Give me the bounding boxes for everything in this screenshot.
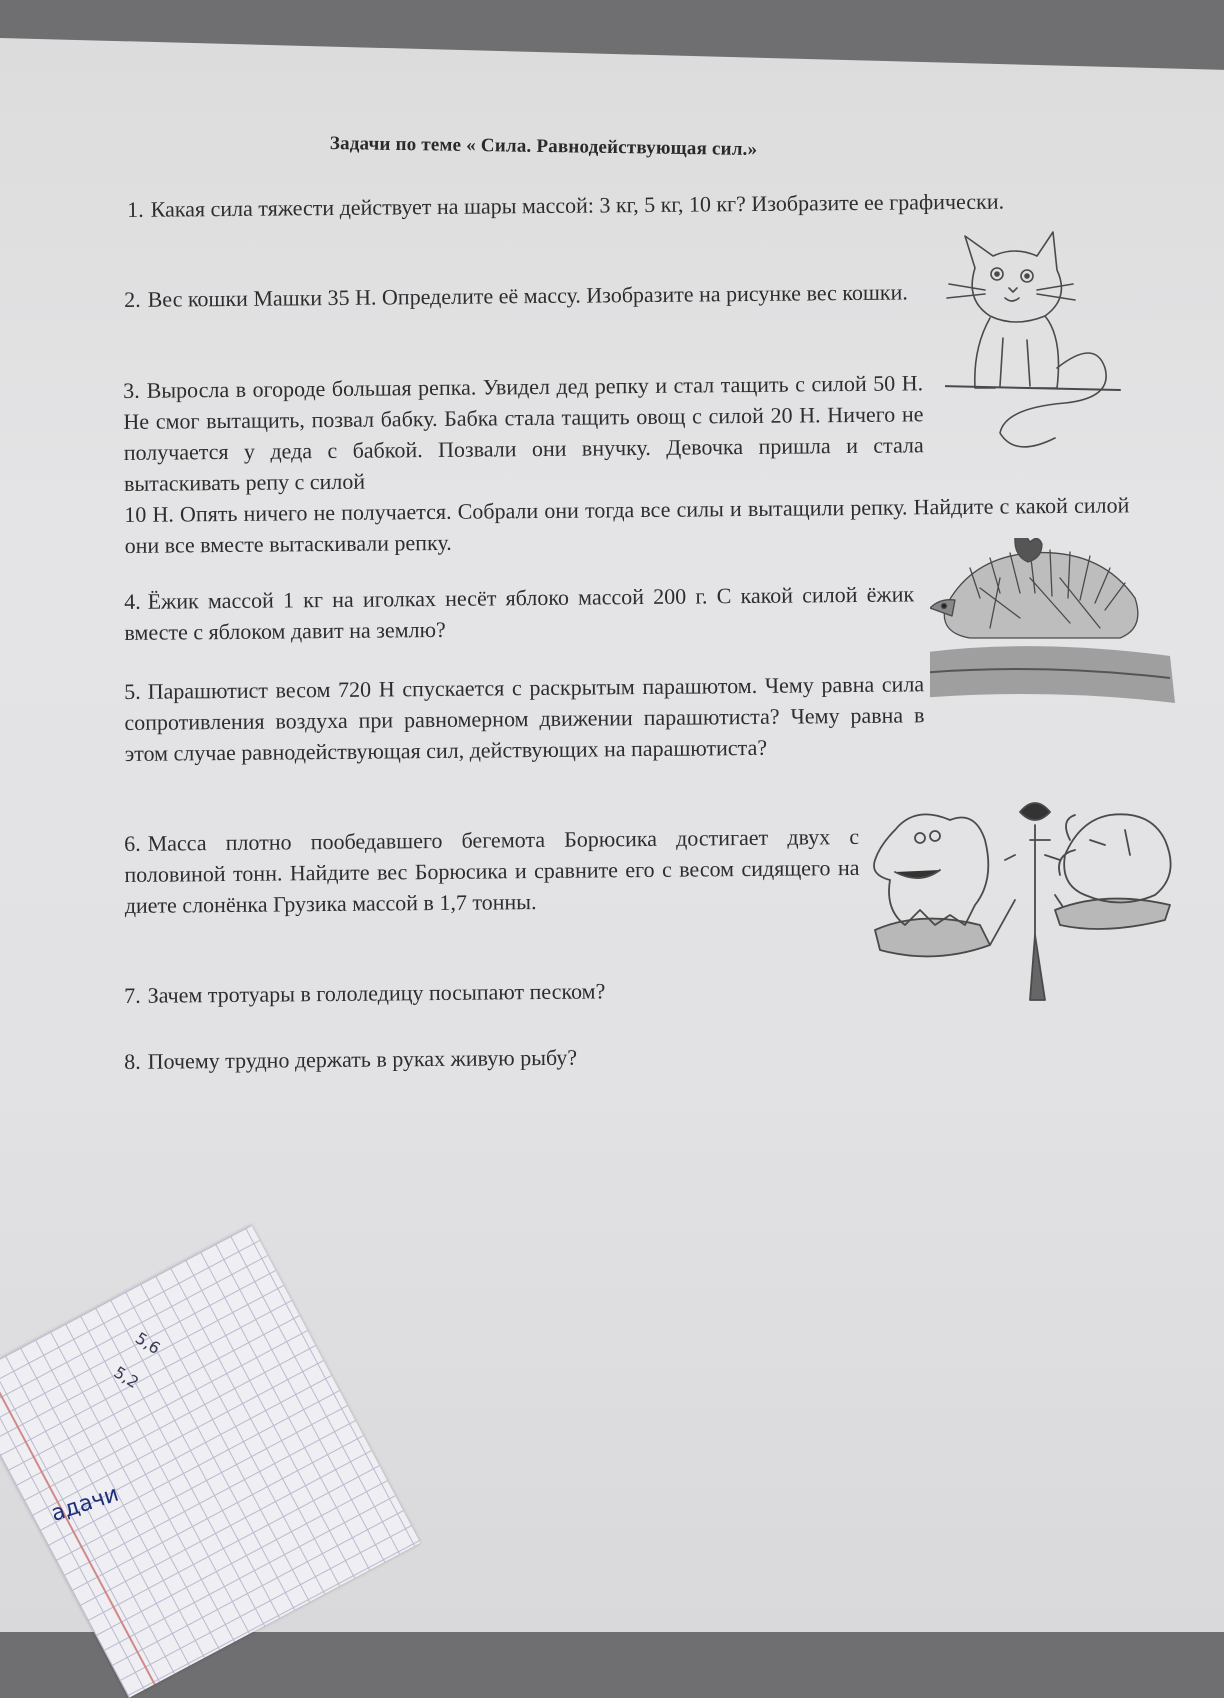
- task-number: 2.: [124, 286, 141, 312]
- task-7: [124, 973, 824, 1011]
- task-number: 8.: [124, 1048, 141, 1074]
- task-number: 6.: [124, 830, 141, 856]
- task-text: Ёжик массой 1 кг на иголках несёт яблоко массой 200 г. С какой силой ёжик вместе с яблоком давит на землю?: [124, 581, 915, 645]
- task-text-tail: 10 Н. Опять ничего не получается. Собрали они тогда все силы и вытащили репку. Найдите с какой силой они все вместе вытаскивали репку.: [124, 492, 1130, 558]
- task-number: 5.: [124, 678, 141, 704]
- document-title: Задачи по теме « Сила. Равнодействующая сил.»: [329, 133, 758, 160]
- task-number: 4.: [124, 588, 141, 614]
- task-4: [124, 578, 915, 648]
- task-number: 1.: [127, 196, 144, 222]
- task-text: Какая сила тяжести действует на шары массой: 3 кг, 5 кг, 10 кг? Изобразите ее графически.: [150, 188, 1005, 222]
- notebook-number: 5,6: [132, 1328, 164, 1359]
- task-8: [124, 1039, 824, 1077]
- task-6: [124, 821, 860, 921]
- notebook-handwriting: адачи: [48, 1481, 122, 1527]
- task-2: [124, 276, 912, 315]
- task-text: Выросла в огороде большая репка. Увидел дед репку и стал тащить с силой 50 Н. Не смог вытащить, позвал бабку. Бабка стала тащить овощ с силой 20 Н. Ничего не получается у деда с бабкой. Позвали они внучку. Девочка пришла и стала вытаскивать репу с силой: [123, 370, 924, 496]
- cat-drawing: [945, 228, 1125, 453]
- task-text: Парашютист весом 720 Н спускается с раскрытым парашютом. Чему равна сила сопротивления воздуха при равномерном движении парашютиста? Чему равна в этом случае равнодействующая сил, действующих на парашютиста?: [124, 671, 925, 766]
- notebook-number: 5,2: [110, 1362, 143, 1393]
- task-text: Вес кошки Машки 35 Н. Определите её массу. Изобразите на рисунке вес кошки.: [147, 279, 908, 312]
- task-number: 3.: [123, 377, 140, 403]
- task-text: Почему трудно держать в руках живую рыбу?: [147, 1044, 578, 1074]
- task-number: 7.: [124, 982, 141, 1008]
- task-1: [127, 184, 1127, 225]
- scales-drawing: [865, 800, 1205, 1045]
- hedgehog-drawing: [930, 538, 1175, 718]
- task-text-wrap: [123, 367, 924, 499]
- task-text: Масса плотно пообедавшего бегемота Борюсика достигает двух с половиной тонн. Найдите вес Борюсика и сравните его с весом сидящего на диете слонёнка Грузика массой в 1,7 тонны.: [124, 823, 860, 918]
- task-5: [124, 668, 925, 769]
- task-text: Зачем тротуары в гололедицу посыпают песком?: [147, 978, 606, 1008]
